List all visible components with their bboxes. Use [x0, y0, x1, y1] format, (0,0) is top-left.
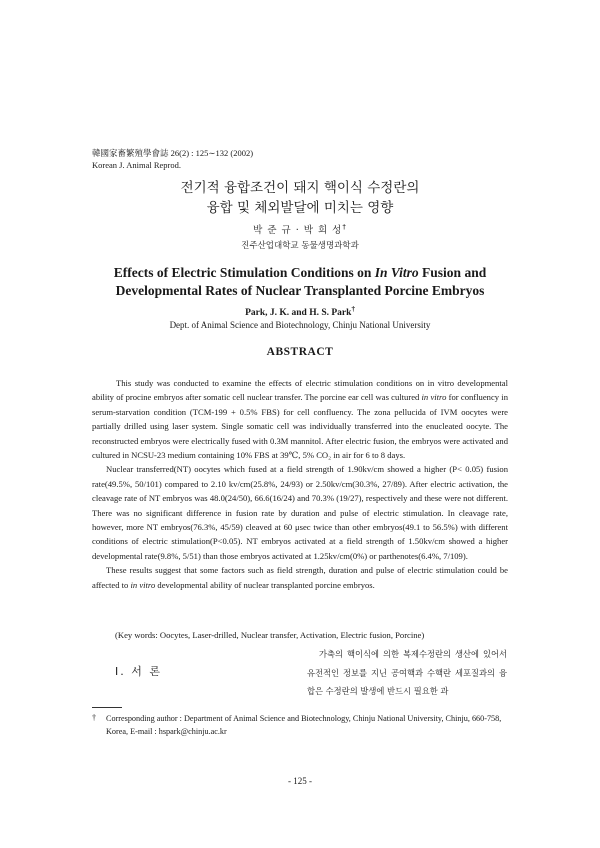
abstract-p3-italic: in vitro [130, 579, 156, 590]
journal-citation-english: Korean J. Animal Reprod. [92, 160, 181, 170]
abstract-heading: ABSTRACT [266, 346, 334, 358]
english-title-line2: Developmental Rates of Nuclear Transplanted Porcine Embryos [115, 283, 485, 298]
korean-authors [0, 222, 600, 236]
abstract-p1-start: This study was conducted to examine the effects of electric stimulation conditions on in vitro developmental ability of procine embryos after somatic cell nuclear transfer. The porcine ear cell was cultured [92, 378, 508, 403]
korean-authors-dagger: † [342, 222, 347, 231]
page-number: - 125 - [288, 776, 312, 786]
korean-title-line1: 전기적 융합조건이 돼지 핵이식 수정란의 [180, 180, 420, 196]
english-title-in-vitro: In Vitro [374, 265, 419, 280]
footnote [92, 712, 512, 738]
korean-title-line2: 융합 및 체외발달에 미치는 영향 [206, 200, 394, 216]
abstract-p1-italic: in vitro [421, 392, 447, 403]
abstract-body [92, 376, 508, 592]
footnote-text: Corresponding author : Department of Animal Science and Biotechnology, Chinju National University, Chinju, 660-758, Korea, E-mail : hspark@chinju.ac.kr [106, 714, 502, 736]
abstract-paragraph-1 [92, 376, 508, 462]
footnote-divider [92, 707, 122, 708]
english-title-line1-end: Fusion and [418, 265, 487, 280]
abstract-p3-start: These results suggest that some factors such as field strength, duration and pulse of electric stimulation could be affected to [92, 565, 508, 590]
english-affiliation: Dept. of Animal Science and Biotechnology, Chinju National University [169, 320, 431, 330]
abstract-p1-end: for confluency in serum-starvation condition (TCM-199 + 0.5% FBS) for cell confluency. The zona pellucida of IVM oocytes were partially drilled using laser system. Single somatic cell was individually transferred into the enucleated oocyte. The reconstructed embryos were electrically fused with 0.3M mannitol. After electric fusion, the embryos were activated and cultured in NCSU-23 medium containing 10% FBS at 39℃, 5% CO₂ in air for 6 to 8 days. [92, 392, 508, 461]
abstract-p3-end: developmental ability of nuclear transplanted porcine embryos. [155, 579, 375, 590]
abstract-paragraph-3 [92, 563, 508, 592]
english-authors [0, 305, 600, 318]
introduction-text [307, 645, 507, 701]
keywords: (Key words: Oocytes, Laser-drilled, Nuclear transfer, Activation, Electric fusion, Porcine) [115, 630, 425, 640]
english-title-line1-start: Effects of Electric Stimulation Conditions on [113, 265, 375, 280]
journal-citation-korean: 韓國家畜繁殖學會誌 26(2) : 125∼132 (2002) [92, 148, 254, 158]
abstract-paragraph-2: Nuclear transferred(NT) oocytes which fused at a field strength of 1.90kv/cm showed a higher (P< 0.05) fusion rate(49.5%, 50/101) compared to 2.10 kv/cm(25.8%, 24/93) or 2.50kv/cm(30.3%, 27/89). After electric activation, the cleavage rate of NT embryos was 48.0(24/50), 66.6(16/24) and 70.3% (19/27), respectively and these were not different. There was no significant difference in fusion rate by duration and pulse of electric stimulation. In cleavage rate, however, more NT embryos(76.3%, 45/59) cleaved at 60 μsec twice than other embryos(49.1 to 56.5%) with different conditions of electric stimulation(P<0.05). NT embryos activated at a field strength of 1.50kv/cm showed a higher developmental rate(9.8%, 5/51) than those embryos activated at 1.25kv/cm(0%) or parthenotes(6.4%, 7/109). [92, 464, 508, 561]
english-title-line1 [0, 264, 600, 282]
korean-affiliation: 진주산업대학교 동물생명과학과 [241, 241, 359, 251]
introduction-paragraph: 가축의 핵이식에 의한 복제수정란의 생산에 있어서 유전적인 정보를 지닌 공여핵과 수핵란 세포질과의 융합은 수정란의 발생에 반드시 필요한 과 [307, 649, 507, 697]
english-authors-names: Park, J. K. and H. S. Park [245, 308, 352, 319]
section-heading-introduction: Ⅰ. 서 론 [115, 665, 162, 678]
english-authors-dagger: † [351, 305, 355, 313]
korean-authors-names: 박 준 규 · 박 희 성 [253, 225, 343, 236]
journal-citation [92, 147, 253, 171]
footnote-dagger: † [92, 713, 97, 722]
